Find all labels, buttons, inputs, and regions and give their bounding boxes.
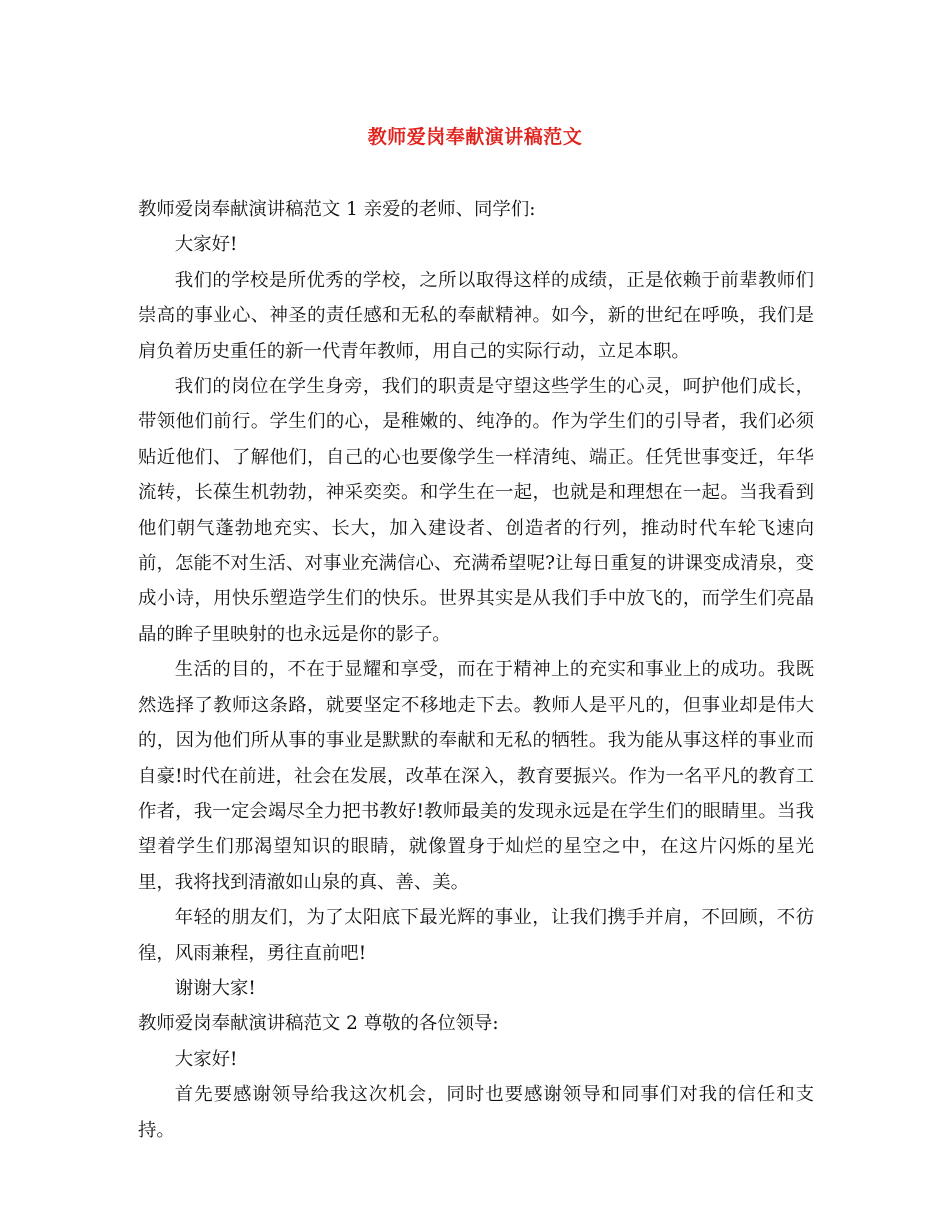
closing-thanks: 谢谢大家!	[174, 977, 256, 999]
greeting: 大家好!	[174, 234, 238, 256]
paragraph: 生活的目的，不在于显耀和享受，而在于精神上的充实和事业上的成功。我既然选择了教师这条路，就要坚定不移地走下去。教师人是平凡的，但事业却是伟大的，因为他们所从事的事业是默默的奉献和无私的牺牲。我为能从事这样的事业而自豪!时代在前进，社会在发展，改革在深入，教育要振兴。作为一名平凡的教育工作者，我一定会竭尽全力把书教好!教师最美的发现永远是在学生们的眼睛里。当我望着学生们那渴望知识的眼睛，就像置身于灿烂的星空之中，在这片闪烁的星光里，我将找到清澈如山泉的真、善、美。	[138, 659, 814, 893]
section-heading-1: 教师爱岗奉献演讲稿范文 1 亲爱的老师、同学们:	[138, 199, 536, 220]
section-heading-2: 教师爱岗奉献演讲稿范文 2 尊敬的各位领导:	[138, 1013, 499, 1035]
paragraph: 我们的学校是所优秀的学校，之所以取得这样的成绩，正是依赖于前辈教师们崇高的事业心、神圣的责任感和无私的奉献精神。如今，新的世纪在呼唤，我们是肩负着历史重任的新一代青年教师，用自己的实际行动，立足本职。	[138, 269, 814, 362]
paragraph: 我们的岗位在学生身旁，我们的职责是守望这些学生的心灵，呵护他们成长，带领他们前行。学生们的心，是稚嫩的、纯净的。作为学生们的引导者，我们必须贴近他们、了解他们，自己的心也要像学生一样清纯、端正。任凭世事变迁，年华流转，长葆生机勃勃，神采奕奕。和学生在一起，也就是和理想在一起。当我看到他们朝气蓬勃地充实、长大，加入建设者、创造者的行列，推动时代车轮飞速向前，怎能不对生活、对事业充满信心、充满希望呢?让每日重复的讲课变成清泉，变成小诗，用快乐塑造学生们的快乐。世界其实是从我们手中放飞的，而学生们亮晶晶的眸子里映射的也永远是你的影子。	[138, 376, 814, 645]
greeting: 大家好!	[174, 1048, 238, 1070]
document-body	[138, 192, 814, 1148]
paragraph: 年轻的朋友们，为了太阳底下最光辉的事业，让我们携手并肩，不回顾，不彷徨，风雨兼程，勇往直前吧!	[138, 907, 814, 964]
document-title: 教师爱岗奉献演讲稿范文	[367, 126, 583, 148]
paragraph: 首先要感谢领导给我这次机会，同时也要感谢领导和同事们对我的信任和支持。	[138, 1084, 814, 1141]
